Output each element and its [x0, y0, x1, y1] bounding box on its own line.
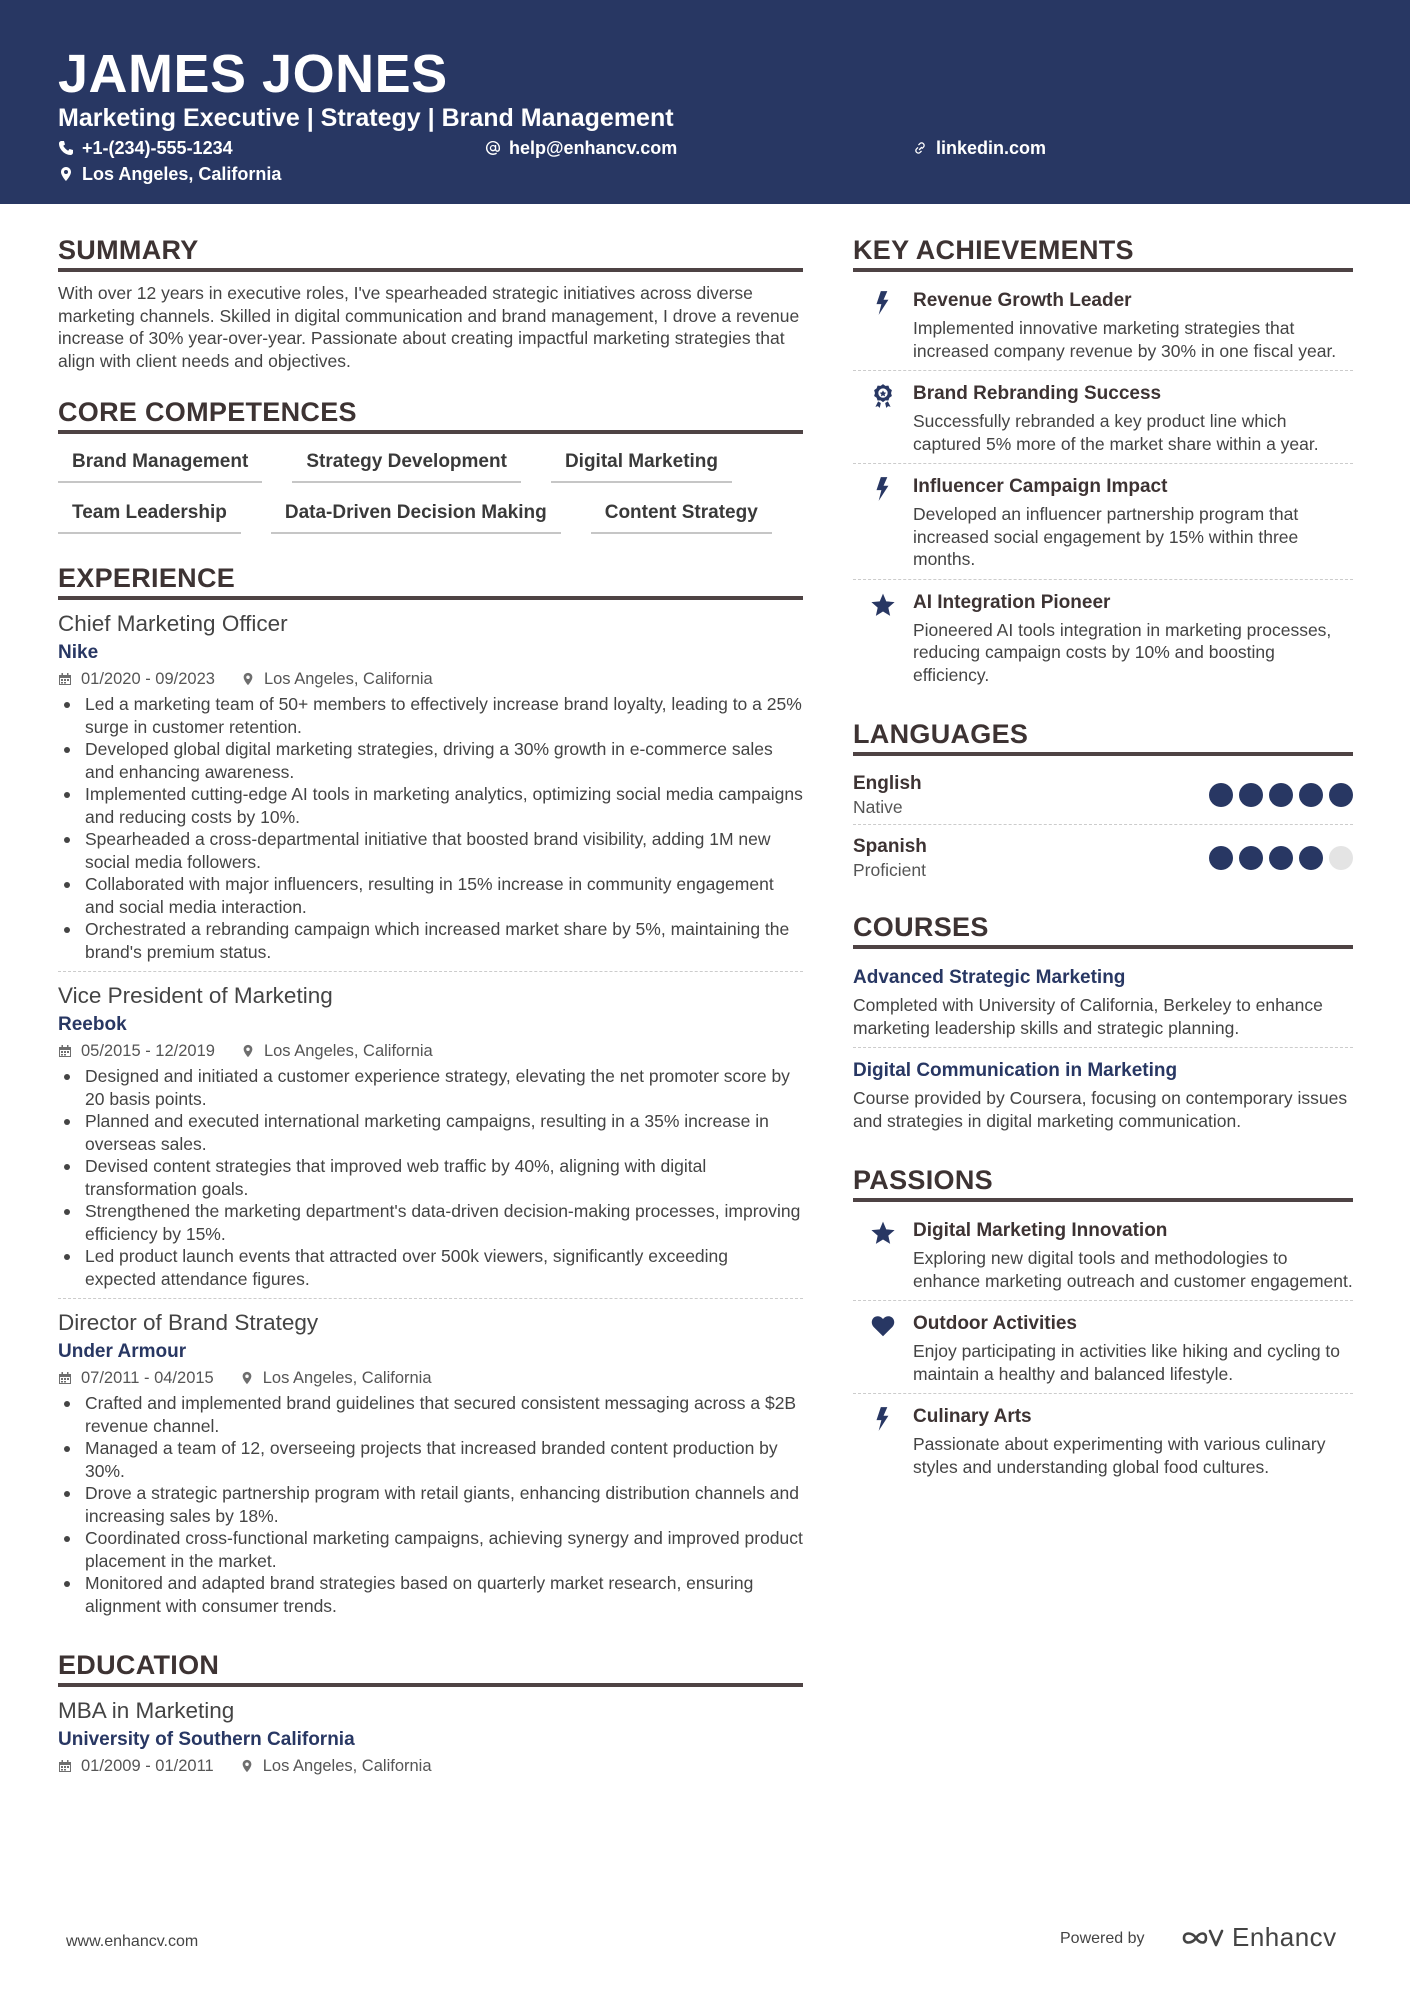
achievement-desc: Implemented innovative marketing strategies that increased company revenue by 30% in one fiscal year. — [913, 318, 1337, 361]
job-location — [240, 1367, 432, 1389]
courses-heading: COURSES — [853, 911, 1353, 949]
achievement-title: AI Integration Pioneer — [913, 591, 1111, 613]
location-pin-icon — [241, 1044, 255, 1058]
job-title: Director of Brand Strategy — [58, 1310, 319, 1335]
language-name: Spanish — [853, 836, 927, 857]
right-column — [853, 234, 1353, 1486]
rating-dot-filled — [1269, 846, 1293, 870]
phone-icon — [58, 140, 74, 156]
passion-title: Culinary Arts — [913, 1406, 1032, 1427]
rating-dot-filled — [1299, 783, 1323, 807]
job-entry — [58, 610, 803, 971]
language-rating — [1209, 846, 1353, 870]
passions-heading: PASSIONS — [853, 1164, 1353, 1202]
job-location — [241, 668, 433, 690]
education-dates-text: 01/2009 - 01/2011 — [81, 1757, 214, 1775]
degree-title: MBA in Marketing — [58, 1698, 235, 1723]
footer-url[interactable]: www.enhancv.com — [66, 1933, 199, 1950]
job-meta — [58, 1040, 803, 1062]
bullet-item: Strengthened the marketing department's data-driven decision-making processes, improving efficiency by 15%. — [58, 1200, 803, 1245]
job-dates — [58, 1040, 215, 1062]
bullet-item: Drove a strategic partnership program with retail giants, enhancing distribution channels and increasing sales by 18%. — [58, 1482, 803, 1527]
job-location-text: Los Angeles, California — [263, 1042, 433, 1060]
education-heading: EDUCATION — [58, 1649, 803, 1687]
passion-title: Digital Marketing Innovation — [913, 1220, 1168, 1241]
rating-dot-empty — [1329, 846, 1353, 870]
job-dates — [58, 1367, 214, 1389]
bullet-item: Coordinated cross-functional marketing campaigns, achieving synergy and improved product placement in the market. — [58, 1527, 803, 1572]
link-text[interactable]: linkedin.com — [936, 138, 1047, 158]
achievement-title: Revenue Growth Leader — [913, 290, 1132, 311]
job-dates-text: 07/2011 - 04/2015 — [81, 1369, 214, 1387]
bolt-icon — [870, 1406, 896, 1432]
bolt-icon — [870, 290, 896, 316]
bullet-item: Crafted and implemented brand guidelines that secured consistent messaging across a $2B revenue channel. — [58, 1392, 803, 1437]
location-pin-icon — [241, 672, 255, 686]
company-name: Nike — [58, 642, 99, 663]
company-name: Reebok — [58, 1014, 127, 1035]
passion-desc: Enjoy participating in activities like hiking and cycling to maintain a healthy and balanced lifestyle. — [913, 1341, 1341, 1384]
bullet-item: Planned and executed international marketing campaigns, resulting in a 35% increase in overseas sales. — [58, 1110, 803, 1155]
rating-dot-filled — [1299, 846, 1323, 870]
job-bullets — [58, 1065, 803, 1290]
passion-title: Outdoor Activities — [913, 1313, 1077, 1334]
brand-name: Enhancv — [1232, 1922, 1337, 1952]
location-text: Los Angeles, California — [82, 164, 282, 184]
summary-text: With over 12 years in executive roles, I've spearheaded strategic initiatives across diverse marketing channels. Skilled in digital communication and brand management, I drove a revenue increase of 30% year-over-year. Passionate about creating impactful marketing strategies that align with client needs and objectives. — [58, 283, 800, 371]
achievement-title: Influencer Campaign Impact — [913, 476, 1168, 497]
link-icon — [912, 140, 928, 156]
rating-dot-filled — [1239, 846, 1263, 870]
education-location — [240, 1755, 432, 1777]
rating-dot-filled — [1209, 846, 1233, 870]
location-pin-icon — [240, 1759, 254, 1773]
contact-link[interactable] — [912, 137, 1046, 159]
rating-dot-filled — [1209, 783, 1233, 807]
achievement-item — [853, 282, 1353, 370]
passion-item — [853, 1393, 1353, 1486]
bullet-item: Implemented cutting-edge AI tools in marketing analytics, optimizing social media campaigns and reducing costs by 10%. — [58, 783, 803, 828]
bullet-item: Managed a team of 12, overseeing projects that increased branded content production by 30%. — [58, 1437, 803, 1482]
brand-logo[interactable] — [1180, 1922, 1337, 1953]
phone-text: +1-(234)-555-1234 — [82, 138, 233, 158]
bullet-item: Orchestrated a rebranding campaign which increased market share by 5%, maintaining the brand's premium status. — [58, 918, 803, 963]
resume-header — [0, 0, 1410, 204]
email-text[interactable]: help@enhancv.com — [509, 138, 678, 158]
achievement-desc: Pioneered AI tools integration in marketing processes, reducing campaign costs by 10% and boosting efficiency. — [913, 619, 1332, 685]
achievement-desc: Developed an influencer partnership program that increased social engagement by 15% within three months. — [913, 504, 1299, 569]
job-meta — [58, 668, 803, 690]
course-item — [853, 959, 1353, 1047]
course-item — [853, 1047, 1353, 1140]
contact-phone — [58, 137, 233, 159]
calendar-icon — [58, 1371, 72, 1385]
skill-tag: Strategy Development — [292, 450, 521, 483]
company-name: Under Armour — [58, 1341, 187, 1362]
rating-dot-filled — [1239, 783, 1263, 807]
education-meta — [58, 1755, 803, 1777]
calendar-icon — [58, 1044, 72, 1058]
skill-tag: Data-Driven Decision Making — [271, 501, 561, 534]
enhancv-logo-icon — [1180, 1925, 1226, 1951]
job-title: Chief Marketing Officer — [58, 611, 288, 636]
contact-email[interactable] — [485, 137, 677, 159]
achievement-item — [853, 370, 1353, 463]
job-location-text: Los Angeles, California — [263, 670, 433, 688]
bullet-item: Developed global digital marketing strategies, driving a 30% growth in e-commerce sales and enhancing awareness. — [58, 738, 803, 783]
language-level: Native — [853, 797, 903, 817]
skill-tag: Brand Management — [58, 450, 262, 483]
bullet-item: Collaborated with major influencers, resulting in 15% increase in community engagement and social media interaction. — [58, 873, 803, 918]
competences-list — [58, 444, 803, 534]
course-desc: Completed with University of California, Berkeley to enhance marketing leadership skills and strategic planning. — [853, 995, 1323, 1038]
bullet-item: Monitored and adapted brand strategies based on quarterly market research, ensuring alignment with consumer trends. — [58, 1572, 803, 1617]
location-pin-icon — [58, 166, 74, 182]
summary-heading: SUMMARY — [58, 234, 803, 272]
achievements-heading: KEY ACHIEVEMENTS — [853, 234, 1353, 272]
heart-icon — [870, 1313, 896, 1339]
job-dates-text: 05/2015 - 12/2019 — [81, 1042, 215, 1060]
language-item — [853, 766, 1353, 824]
at-icon — [485, 140, 501, 156]
candidate-title: Marketing Executive | Strategy | Brand Management — [58, 104, 674, 132]
course-title: Digital Communication in Marketing — [853, 1060, 1178, 1081]
job-dates-text: 01/2020 - 09/2023 — [81, 670, 215, 688]
education-dates — [58, 1755, 214, 1777]
achievement-desc: Successfully rebranded a key product line which captured 5% more of the market share within a year. — [913, 411, 1319, 454]
language-level: Proficient — [853, 860, 926, 880]
passion-desc: Exploring new digital tools and methodologies to enhance marketing outreach and customer engagement. — [913, 1248, 1353, 1291]
job-meta — [58, 1367, 803, 1389]
course-desc: Course provided by Coursera, focusing on contemporary issues and strategies in digital marketing communication. — [853, 1088, 1348, 1131]
candidate-name: JAMES JONES — [58, 44, 448, 104]
passion-item — [853, 1212, 1353, 1300]
bullet-item: Spearheaded a cross-departmental initiative that boosted brand visibility, adding 1M new social media followers. — [58, 828, 803, 873]
bullet-item: Led product launch events that attracted over 500k viewers, significantly exceeding expected attendance figures. — [58, 1245, 803, 1290]
competences-heading: CORE COMPETENCES — [58, 396, 803, 434]
skill-tag: Team Leadership — [58, 501, 241, 534]
powered-by-label: Powered by — [1060, 1930, 1145, 1947]
school-name: University of Southern California — [58, 1729, 355, 1750]
bullet-item: Devised content strategies that improved web traffic by 40%, aligning with digital transformation goals. — [58, 1155, 803, 1200]
star-icon — [870, 592, 896, 618]
education-location-text: Los Angeles, California — [262, 1757, 432, 1775]
location-pin-icon — [240, 1371, 254, 1385]
job-location — [241, 1040, 433, 1062]
achievement-item — [853, 463, 1353, 579]
contact-location — [58, 163, 281, 185]
course-title: Advanced Strategic Marketing — [853, 967, 1126, 988]
language-rating — [1209, 783, 1353, 807]
award-icon — [870, 383, 896, 409]
left-column — [58, 234, 803, 1785]
job-entry — [58, 971, 803, 1298]
bullet-item: Designed and initiated a customer experience strategy, elevating the net promoter score by 20 basis points. — [58, 1065, 803, 1110]
job-bullets — [58, 1392, 803, 1617]
language-name: English — [853, 773, 922, 794]
job-bullets — [58, 693, 803, 963]
job-title: Vice President of Marketing — [58, 983, 333, 1008]
rating-dot-filled — [1269, 783, 1293, 807]
bullet-item: Led a marketing team of 50+ members to effectively increase brand loyalty, leading to a 25% surge in customer retention. — [58, 693, 803, 738]
skill-tag: Digital Marketing — [551, 450, 732, 483]
skill-tag: Content Strategy — [591, 501, 772, 534]
passion-item — [853, 1300, 1353, 1393]
job-location-text: Los Angeles, California — [262, 1369, 432, 1387]
education-entry — [58, 1697, 803, 1785]
language-item — [853, 824, 1353, 887]
languages-heading: LANGUAGES — [853, 718, 1353, 756]
rating-dot-filled — [1329, 783, 1353, 807]
job-dates — [58, 668, 215, 690]
passion-desc: Passionate about experimenting with various culinary styles and understanding global food cultures. — [913, 1434, 1326, 1477]
bolt-icon — [870, 476, 896, 502]
achievement-title: Brand Rebranding Success — [913, 383, 1162, 404]
achievement-item — [853, 579, 1353, 695]
calendar-icon — [58, 672, 72, 686]
calendar-icon — [58, 1759, 72, 1773]
star-icon — [870, 1220, 896, 1246]
experience-heading: EXPERIENCE — [58, 562, 803, 600]
job-entry — [58, 1298, 803, 1625]
